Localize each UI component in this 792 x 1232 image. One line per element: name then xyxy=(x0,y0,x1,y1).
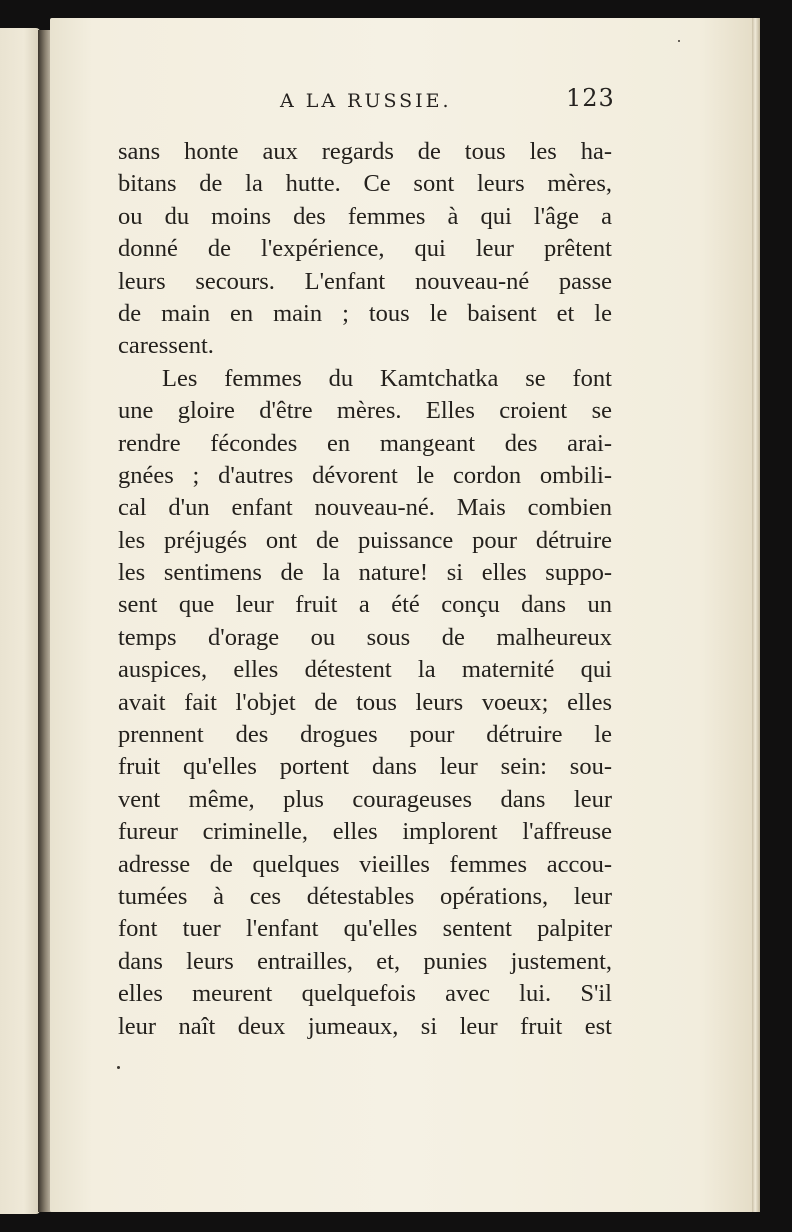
ink-speck xyxy=(117,1066,120,1069)
text-line: fruit qu'elles portent dans leur sein: sou- xyxy=(118,753,612,781)
text-line: une gloire d'être mères. Elles croient se xyxy=(118,397,612,425)
text-line: fureur criminelle, elles implorent l'affreuse xyxy=(118,818,612,846)
page-number: 123 xyxy=(566,84,615,112)
text-line: bitans de la hutte. Ce sont leurs mères, xyxy=(118,170,612,198)
text-line: ou du moins des femmes à qui l'âge a xyxy=(118,202,612,230)
text-line: les préjugés ont de puissance pour détruire xyxy=(118,526,612,554)
text-line: caressent. xyxy=(118,332,214,360)
text-line: les sentimens de la nature! si elles suppo- xyxy=(118,559,612,587)
text-line: temps d'orage ou sous de malheureux xyxy=(118,623,612,651)
body-text xyxy=(118,136,612,1043)
text-line: font tuer l'enfant qu'elles sentent palpiter xyxy=(118,915,612,943)
text-line: vent même, plus courageuses dans leur xyxy=(118,785,612,813)
text-line: gnées ; d'autres dévorent le cordon ombili- xyxy=(118,461,612,489)
text-line: rendre fécondes en mangeant des arai- xyxy=(118,429,612,457)
text-line: leur naît deux jumeaux, si leur fruit est xyxy=(118,1012,612,1040)
text-line: sans honte aux regards de tous les ha- xyxy=(118,138,612,165)
text-line: de main en main ; tous le baisent et le xyxy=(118,299,612,327)
page-fore-edge xyxy=(752,18,760,1212)
text-line: donné de l'expérience, qui leur prêtent xyxy=(118,235,612,263)
paragraph-first-line: Les femmes du Kamtchatka se font xyxy=(162,364,612,392)
text-line: dans leurs entrailles, et, punies justement, xyxy=(118,947,612,975)
facing-page-edge xyxy=(0,28,40,1214)
text-line: sent que leur fruit a été conçu dans un xyxy=(118,591,612,619)
text-line: auspices, elles détestent la maternité qui xyxy=(118,656,612,684)
text-line: leurs secours. L'enfant nouveau-né passe xyxy=(118,267,612,295)
text-line: elles meurent quelquefois avec lui. S'il xyxy=(118,980,612,1008)
text-line: avait fait l'objet de tous leurs voeux; elles xyxy=(118,688,612,716)
ink-speck xyxy=(678,40,680,42)
text-line: adresse de quelques vieilles femmes accou- xyxy=(118,850,612,878)
text-line: tumées à ces détestables opérations, leur xyxy=(118,882,612,910)
running-title: A LA RUSSIE. xyxy=(280,90,452,112)
text-line: cal d'un enfant nouveau-né. Mais combien xyxy=(118,494,612,522)
text-line: prennent des drogues pour détruire le xyxy=(118,721,612,749)
